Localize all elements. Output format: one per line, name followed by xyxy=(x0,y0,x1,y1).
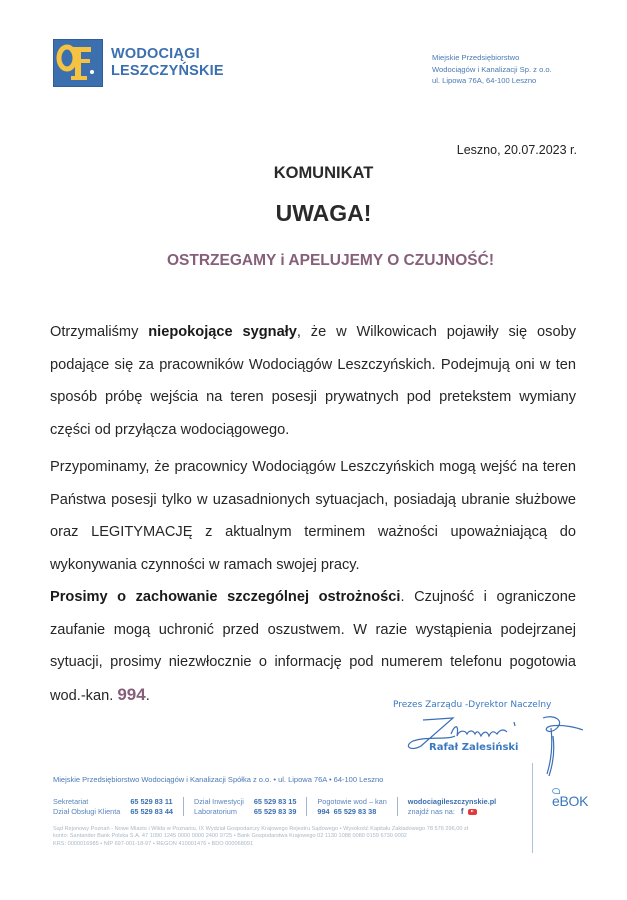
paragraph-request xyxy=(50,581,576,712)
emergency-number: 994 xyxy=(117,684,146,704)
facebook-icon[interactable]: f xyxy=(460,806,464,816)
footer-contacts xyxy=(53,797,516,816)
paragraph-warning xyxy=(50,316,576,446)
legal-line: konto: Santander Bank Polska S.A. 47 1090 1245 0000 0000 2400 9725 • Bank Gospodarstwa Krajowego 02 1130 1088 0080 0159 6730 0002 xyxy=(53,833,407,840)
contact-label: Dział Obsługi Klienta xyxy=(53,806,121,816)
signatory-role: Prezes Zarządu -Dyrektor Naczelny xyxy=(393,700,552,710)
company-address-line: ul. Lipowa 76A, 64-100 Leszno xyxy=(432,76,537,85)
contact-label: Laboratorium xyxy=(193,806,237,816)
footer-legal xyxy=(53,826,468,848)
youtube-icon[interactable] xyxy=(468,809,477,815)
letter-title: KOMUNIKAT xyxy=(273,164,374,182)
emphasis-text: niepokojące sygnały xyxy=(148,324,297,340)
company-address xyxy=(432,52,552,87)
footer-divider xyxy=(532,763,533,853)
signatory-name: Rafał Zalesiński xyxy=(429,742,519,753)
contact-group xyxy=(194,797,307,816)
logo-wordmark xyxy=(111,46,224,80)
contact-phone: 65 529 83 44 xyxy=(130,806,173,816)
emphasis-text: Prosimy o zachowanie szczególnej ostrożności xyxy=(50,589,401,605)
emergency-short-number: 994 xyxy=(317,806,330,816)
contact-phone: 65 529 83 15 xyxy=(253,797,297,806)
emergency-label: Pogotowie wod – kan xyxy=(317,797,387,806)
contact-phone: 65 529 83 11 xyxy=(130,797,173,806)
footer-company-line: Miejskie Przedsiębiorstwo Wodociągów i Kanalizacji Spółka z o.o. • ul. Lipowa 76A • 64-100 Leszno xyxy=(53,775,384,784)
company-address-line: Wodociągów i Kanalizacji Sp. z o.o. xyxy=(432,64,552,74)
legal-line: Sąd Rejonowy Poznań - Nowe Miasto i Wilda w Poznaniu, IX Wydział Gospodarczy Krajowego Rejestru Sądowego • Wysokość Kapitału Zakładowego 78 576 296,00 zł xyxy=(53,826,469,832)
paragraph-text: , że w Wilkowicach pojawiły się osoby podające się za pracowników Wodociągów Leszczyńskich. Podejmują oni w ten sposób próbę wejścia na teren posesji prywatnych pod pretekstem wymiany części od przyłącza wodociągowego. xyxy=(50,324,576,438)
paragraph-text: . xyxy=(145,687,150,704)
contact-group xyxy=(53,797,184,816)
paragraph-reminder: Przypominamy, że pracownicy Wodociągów Leszczyńskich mogą wejść na teren Państwa posesji tylko w uzasadnionych sytuacjach, posiadają ubranie służbowe oraz LEGITYMACJĘ z aktualnym terminem ważności upoważniającą do wykonywania czynności w ramach swojej pracy. xyxy=(50,459,576,573)
paragraph-text: Otrzymaliśmy xyxy=(50,324,149,340)
social-label: znajdź nas na: xyxy=(407,806,455,816)
paragraph-text: . Czujność i ograniczone zaufanie mogą uchronić przed oszustwem. W razie wystąpienia podejrzanej sytuacji, prosimy niezwłocznie o informację pod numerem telefonu pogotowia wod.-kan. xyxy=(50,589,576,704)
letter-date: Leszno, 20.07.2023 r. xyxy=(456,143,577,157)
signature-block xyxy=(393,700,593,753)
logo-line-1: WODOCIĄGI xyxy=(111,46,200,62)
emergency-phone: 65 529 83 38 xyxy=(333,806,377,816)
contact-phone: 65 529 83 39 xyxy=(253,806,297,816)
contact-label: Dział Inwestycji xyxy=(193,797,244,806)
web-group xyxy=(408,797,506,816)
water-tap-logo-icon xyxy=(53,39,103,87)
company-logo xyxy=(53,39,224,87)
contact-label: Sekretariat xyxy=(53,797,89,806)
emergency-group xyxy=(317,797,397,816)
company-address-line: Miejskie Przedsiębiorstwo xyxy=(432,53,520,62)
logo-line-2: LESZCZYŃSKIE xyxy=(111,63,224,79)
legal-line: KRS: 0000016985 • NIP 697-001-18-97 • REGON 410001476 • BDO 000068091 xyxy=(53,840,254,847)
handwritten-signature-icon xyxy=(393,706,593,776)
letter-subtitle: OSTRZEGAMY i APELUJEMY O CZUJNOŚĆ! xyxy=(167,252,494,269)
website-link[interactable]: wodociagileszczynskie.pl xyxy=(407,797,497,806)
letter-headline: UWAGA! xyxy=(275,200,372,226)
ebok-logo[interactable]: eBOK xyxy=(552,793,589,809)
